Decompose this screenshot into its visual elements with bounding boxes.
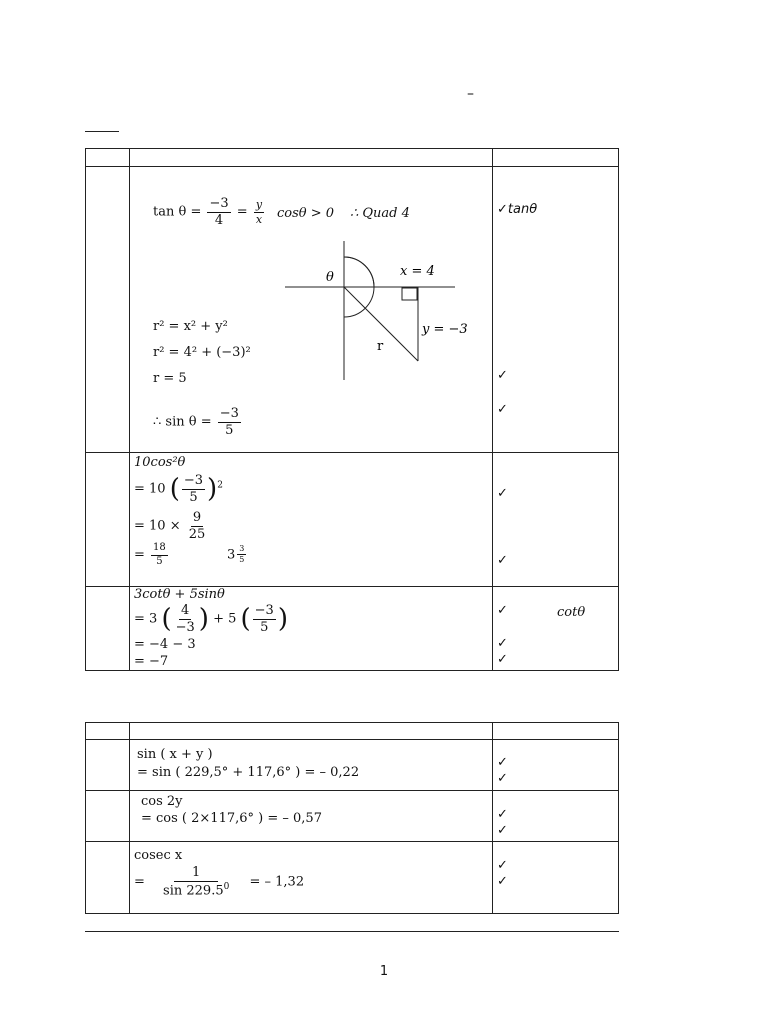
r-label: r [377,339,384,354]
q3-l2-mid: + 5 [213,611,237,627]
q2-l4-den: 5 [156,555,163,567]
q4c-line-1: cosec x [134,848,183,863]
q2-mark-1: ✓ [497,486,508,501]
q4b-mark-1: ✓ [497,807,508,822]
q2-l4-pre: = [134,547,145,563]
q1-tan-lhs: tan θ = [153,204,202,220]
q1-r-line-3: r = 5 [153,371,187,386]
q3-mark-2: ✓ [497,636,508,651]
q4a-line-1: sin ( x + y ) [137,747,213,762]
q4a-mark-2: ✓ [497,771,508,786]
q1-tan-fraction [207,197,230,227]
q3-l2-pre: = 3 [134,611,158,627]
q3-line-4: = −7 [134,654,169,669]
q3-l2-b-num: −3 [254,603,274,618]
theta-arc-end [344,257,374,287]
q1-tan-den: 4 [214,212,224,228]
page-number: 1 [379,964,389,979]
q3-line-3: = −4 − 3 [134,637,196,652]
q4c-fraction [161,866,231,898]
q4b-mark-2: ✓ [497,823,508,838]
y-label: y = −3 [422,322,468,337]
heading-underline [85,131,119,132]
q1-sin-equation [153,407,243,437]
q2-l4-alt-whole: 3 [227,547,236,563]
q4b-line-2: = cos ( 2×117,6° ) = – 0,57 [141,811,322,826]
q2-l3-pre: = 10 × [134,518,181,534]
q4c-line-2 [134,866,304,898]
q1-sin-num: −3 [219,406,239,421]
q1-r-line-2: r² = 4² + (−3)² [153,345,251,360]
q2-l2-fraction [182,474,205,504]
q3-l2-a-num: 4 [181,603,190,618]
q2-l3-fraction [187,511,208,541]
q2-mark-2: ✓ [497,553,508,568]
q4c-mark-1: ✓ [497,858,508,873]
q4c-post: = – 1,32 [249,874,305,890]
q2-line-3 [134,511,209,541]
q4a-line-2: = sin ( 229,5° + 117,6° ) = – 0,22 [137,765,360,780]
q2-l4-alt-den: 5 [239,555,245,565]
q2-l4-alt-fraction [237,545,246,565]
header-dash: – [467,86,474,102]
q3-l2-b-den: 5 [260,619,269,635]
q4c-num: 1 [174,866,218,882]
q1-y: y [255,198,263,212]
q3-mark-1: ✓ [497,603,508,618]
q3-line-2: = 3 ( $\frac{4}{-3}$ ) + 5 ( $\frac{-3}{5}$ ) [134,603,288,635]
q3-mark-1-note: cotθ [557,605,586,620]
q2-l2-exp: 2 [217,480,223,491]
q2-l4-fraction [151,543,168,567]
q2-line-4 [134,543,170,567]
q1-sin-fraction [218,407,241,437]
q1-tan-num: −3 [209,196,229,211]
q1-quadrant-diagram [280,238,470,386]
theta-label: θ [326,270,334,285]
q2-l3-num: 9 [192,510,202,525]
q4c-mark-2: ✓ [497,874,508,889]
q3-l2-a-fraction [174,604,197,634]
q2-l4-alt-num: 3 [237,545,246,555]
x-label: x = 4 [400,264,435,279]
footer-rule [85,931,619,932]
q1-sin-den: 5 [225,422,234,438]
q4a-mark-1: ✓ [497,755,508,770]
q1-mark-r: ✓ [497,368,508,383]
q3-line-1: 3cotθ + 5sinθ [134,587,225,602]
q2-l4-num: 18 [151,543,168,556]
q3-l2-b-fraction [253,604,276,634]
q1-sin-lhs: ∴ sin θ = [153,414,212,430]
q4c-pre: = [134,874,145,890]
q4c-den-sup: 0 [223,881,230,892]
q3-mark-3: ✓ [497,652,508,667]
q1-tan-eq: = [236,204,248,220]
q2-l3-den: 25 [188,526,206,542]
q1-cos-condition: cosθ > 0 [277,206,335,221]
q4b-line-1: cos 2y [141,794,183,809]
q1-tan-equation [153,197,266,227]
q1-x: x [255,212,263,226]
q2-l2-den: 5 [189,489,198,505]
q2-l2-num: −3 [183,473,204,488]
q1-quadrant: ∴ Quad 4 [350,206,410,221]
q4c-den: sin 229.5 [163,882,224,898]
q1-yx-fraction [254,199,264,225]
q2-line-1: 10cos²θ [134,455,186,470]
right-angle-mark [402,288,417,300]
q2-line-2: = 10 ( $\frac{-3}{5}$ )$^2$ [134,473,223,505]
q3-l2-a-den: −3 [175,619,195,635]
q2-line-4-alt [227,545,248,565]
q1-mark-tan: ✓tanθ [497,202,538,217]
q1-r-line-1: r² = x² + y² [153,319,228,334]
q2-l2-pre: = 10 [134,481,166,497]
q1-mark-sin: ✓ [497,402,508,417]
